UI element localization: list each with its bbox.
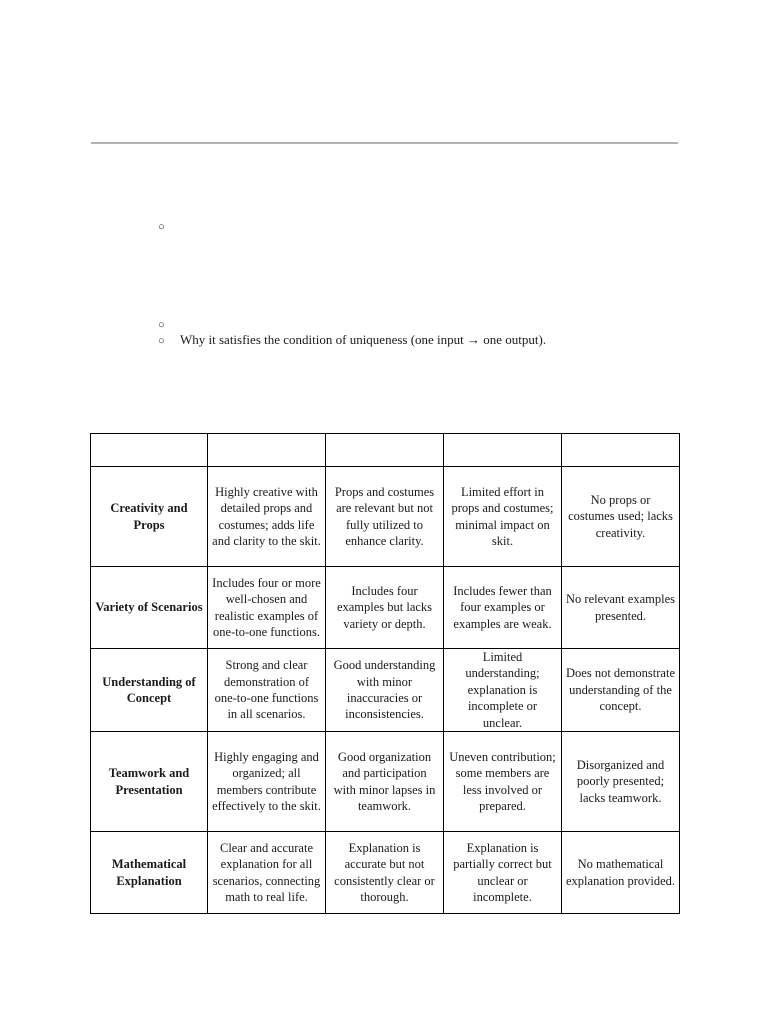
rubric-cell: Good understanding with minor inaccuracies or inconsistencies. (326, 649, 444, 732)
rubric-cell: Includes fewer than four examples or examples are weak. (444, 567, 562, 649)
list-item-text: Why it satisfies the condition of uniqueness (one input → one output). (180, 332, 547, 347)
table-row (91, 732, 680, 832)
hollow-circle-bullet-icon: ○ (158, 335, 165, 347)
header-cell (208, 434, 326, 467)
criterion-cell: Mathematical Explanation (91, 832, 208, 914)
header-cell (326, 434, 444, 467)
rubric-cell: Disorganized and poorly presented; lacks teamwork. (562, 732, 680, 832)
rubric-cell: Explanation is partially correct but unclear or incomplete. (444, 832, 562, 914)
list-item (158, 218, 180, 235)
criterion-cell: Creativity and Props (91, 467, 208, 567)
criterion-cell: Variety of Scenarios (91, 567, 208, 649)
rubric-cell: Uneven contribution; some members are less involved or prepared. (444, 732, 562, 832)
rubric-cell: Clear and accurate explanation for all scenarios, connecting math to real life. (208, 832, 326, 914)
criterion-cell: Understanding of Concept (91, 649, 208, 732)
rubric-cell: Highly engaging and organized; all members contribute effectively to the skit. (208, 732, 326, 832)
table-row (91, 567, 680, 649)
rubric-cell: No mathematical explanation provided. (562, 832, 680, 914)
rubric-cell: Highly creative with detailed props and costumes; adds life and clarity to the skit. (208, 467, 326, 567)
list-item (158, 332, 546, 349)
rubric-cell: No props or costumes used; lacks creativity. (562, 467, 680, 567)
rubric-cell: Includes four or more well-chosen and realistic examples of one-to-one functions. (208, 567, 326, 649)
header-cell (444, 434, 562, 467)
table-row (91, 649, 680, 732)
rubric-cell: Strong and clear demonstration of one-to-one functions in all scenarios. (208, 649, 326, 732)
rubric-table (90, 433, 680, 914)
rubric-cell: No relevant examples presented. (562, 567, 680, 649)
header-cell (562, 434, 680, 467)
rubric-cell: Limited effort in props and costumes; minimal impact on skit. (444, 467, 562, 567)
table-header-row (91, 434, 680, 467)
horizontal-rule (91, 142, 678, 144)
rubric-cell: Good organization and participation with minor lapses in teamwork. (326, 732, 444, 832)
rubric-cell: Limited understanding; explanation is incomplete or unclear. (444, 649, 562, 732)
hollow-circle-bullet-icon: ○ (158, 221, 165, 233)
rubric-cell: Explanation is accurate but not consistently clear or thorough. (326, 832, 444, 914)
table-row (91, 467, 680, 567)
header-cell (91, 434, 208, 467)
rubric-cell: Includes four examples but lacks variety or depth. (326, 567, 444, 649)
rubric-cell: Does not demonstrate understanding of the concept. (562, 649, 680, 732)
table-row (91, 832, 680, 914)
rubric-cell: Props and costumes are relevant but not fully utilized to enhance clarity. (326, 467, 444, 567)
list-item (158, 316, 180, 333)
hollow-circle-bullet-icon: ○ (158, 319, 165, 331)
criterion-cell: Teamwork and Presentation (91, 732, 208, 832)
